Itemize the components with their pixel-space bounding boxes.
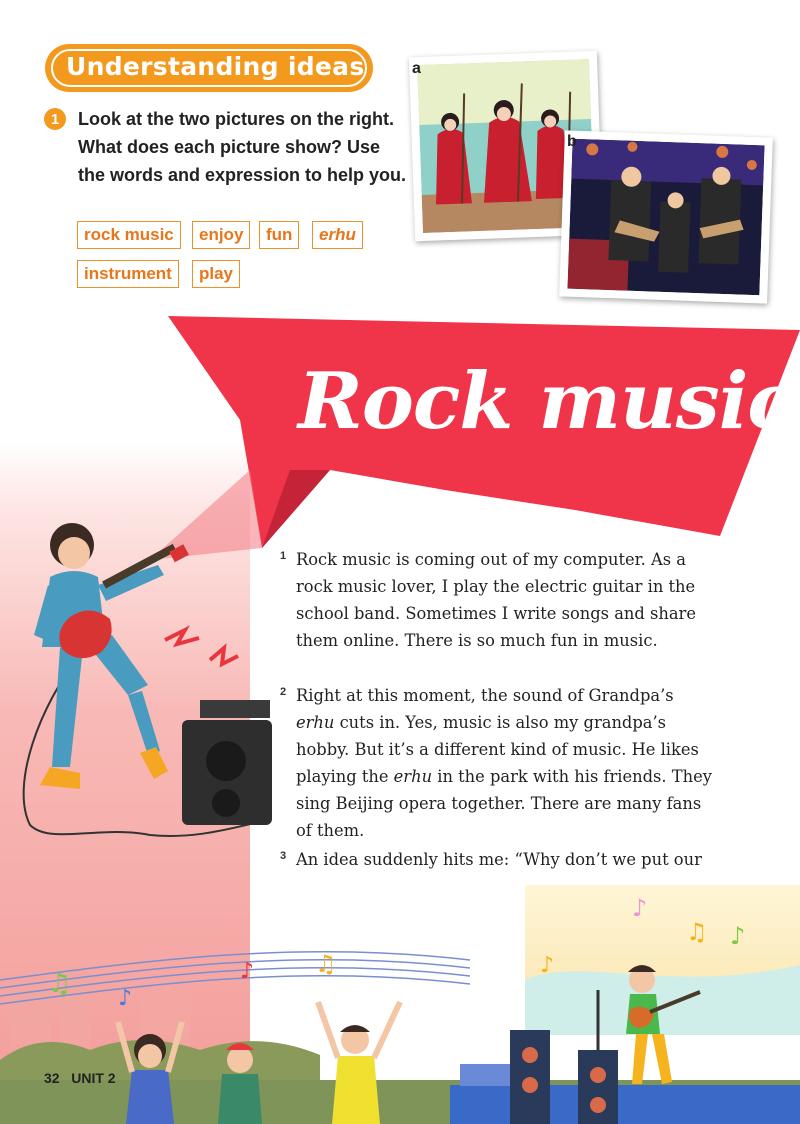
paragraph-1-number: 1 [280, 550, 287, 562]
svg-text:♫: ♫ [315, 950, 337, 978]
svg-text:♪: ♪ [540, 953, 555, 978]
section-title: Understanding ideas [66, 52, 365, 81]
page-footer [44, 1070, 116, 1086]
guitarist-illustration [0, 505, 280, 855]
word-box-rock-music: rock music [77, 221, 181, 249]
word-box-instrument: instrument [77, 260, 179, 288]
svg-text:♫: ♫ [686, 918, 708, 946]
paragraph-1-text: Rock music is coming out of my computer. As a rock music lover, I play the electric guitar in the school band. Sometimes I write songs and share them online. There is so much fun in music. [296, 550, 696, 650]
svg-text:♪: ♪ [118, 986, 133, 1011]
task-number: 1 [44, 108, 66, 130]
svg-text:♪: ♪ [240, 959, 255, 984]
paragraph-2-number: 2 [280, 686, 287, 698]
photo-a-label: a [412, 60, 421, 77]
word-box-enjoy: enjoy [192, 221, 250, 249]
passage-title: Rock music [298, 356, 794, 447]
word-box-erhu: erhu [312, 221, 363, 249]
bottom-illustration [0, 880, 800, 1124]
svg-text:♫: ♫ [48, 969, 72, 999]
photo-b-label: b [567, 133, 577, 150]
paragraph-2-emphasis: erhu [296, 713, 335, 732]
paragraph-2-text-part: Right at this moment, the sound of Grandpa’s [296, 686, 674, 705]
paragraph-2-text [296, 682, 716, 844]
word-box-play: play [192, 260, 240, 288]
paragraph-3-text: An idea suddenly hits me: “Why don’t we put our [296, 850, 702, 869]
paragraph-2-text-part: cuts in. Yes, music is also my grandpa’s hobby. But it’s a different kind of music. He likes playing the [296, 713, 699, 786]
svg-text:♪: ♪ [730, 922, 746, 950]
unit-label: UNIT 2 [71, 1070, 116, 1086]
paragraph-2-text-part: in the park with his friends. They sing Beijing opera together. There are many fans of them. [296, 767, 712, 840]
paragraph-3-number: 3 [280, 850, 287, 862]
svg-text:♪: ♪ [632, 894, 648, 922]
word-box-fun: fun [259, 221, 299, 249]
page-number: 32 [44, 1070, 60, 1086]
task-instruction: Look at the two pictures on the right. What does each picture show? Use the words and expression to help you. [78, 109, 407, 185]
paragraph-2-emphasis: erhu [393, 767, 433, 786]
